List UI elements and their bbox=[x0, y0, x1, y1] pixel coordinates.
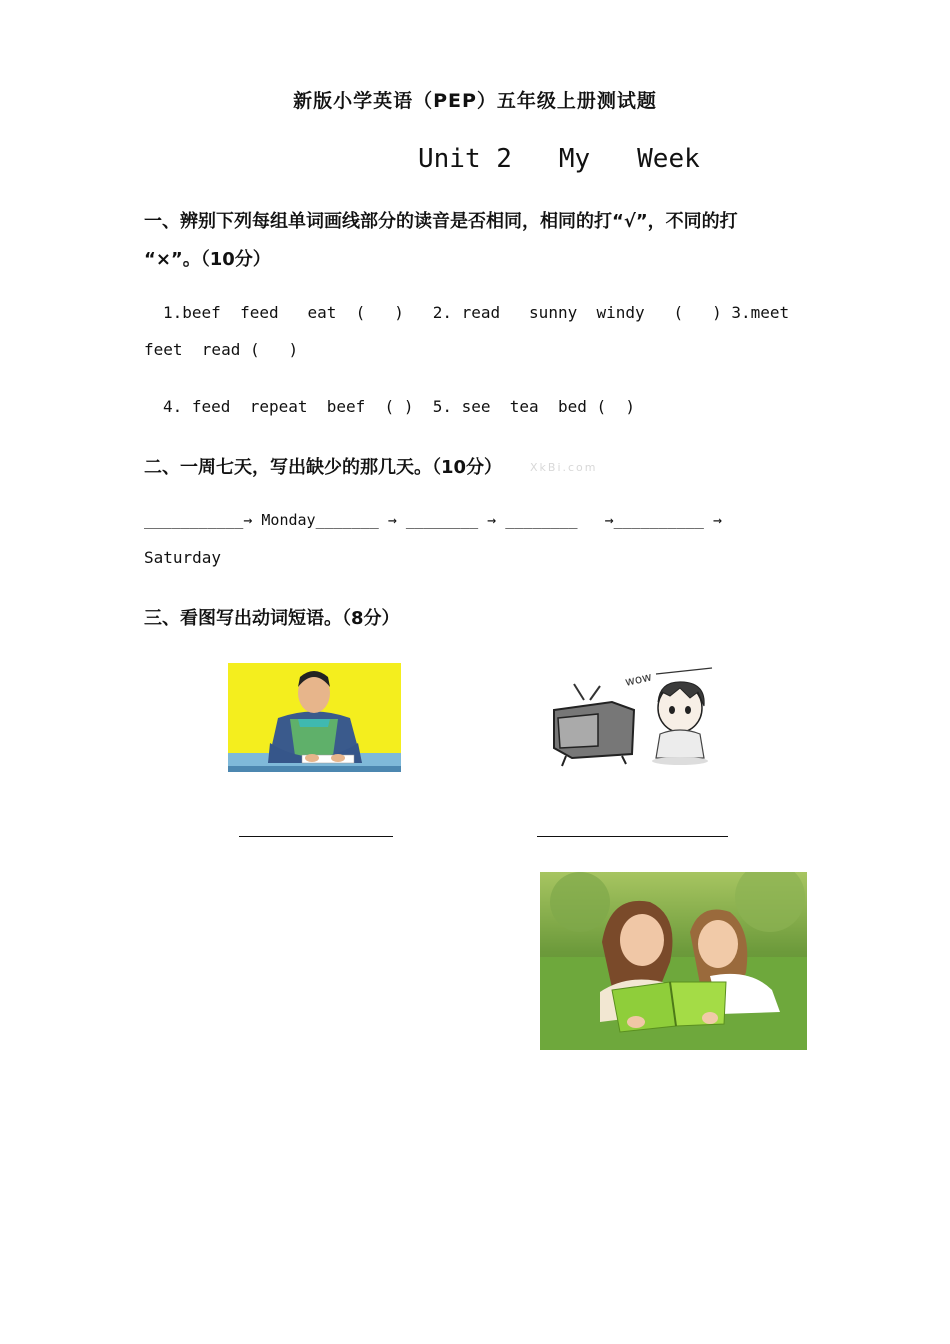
section1-row1: 1.beef feed eat ( ) 2. read sunny windy ( ) 3.meet bbox=[163, 303, 790, 322]
section3-heading: 三、看图写出动词短语。（8分） bbox=[144, 608, 400, 629]
page-title: 新版小学英语（PEP）五年级上册测试题 bbox=[293, 90, 657, 112]
section1-heading-line2: “×”。（10分） bbox=[144, 249, 271, 270]
weekday-saturday: Saturday bbox=[144, 548, 222, 567]
wow-text: wow bbox=[623, 669, 654, 689]
answer-line-1[interactable] bbox=[239, 836, 393, 837]
section1-row3: 4. feed repeat beef ( ) 5. see tea bed ( ) bbox=[163, 397, 636, 416]
section1-heading-line1: 一、辨别下列每组单词画线部分的读音是否相同，相同的打“√”，不同的打 bbox=[144, 211, 738, 232]
watching-tv-image bbox=[552, 662, 742, 772]
boy-writing-image bbox=[228, 663, 401, 772]
girls-reading-image bbox=[540, 872, 807, 1050]
section2-heading: 二、一周七天，写出缺少的那几天。（10分） bbox=[144, 457, 503, 478]
section1-row2: feet read ( ) bbox=[144, 340, 299, 359]
watermark: XkBi.com bbox=[530, 461, 598, 474]
answer-line-2[interactable] bbox=[537, 836, 728, 837]
weekday-chain: ___________→ Monday_______ → ________ → ________ →__________ → bbox=[144, 511, 722, 529]
unit-title: Unit 2 My Week bbox=[418, 144, 700, 174]
